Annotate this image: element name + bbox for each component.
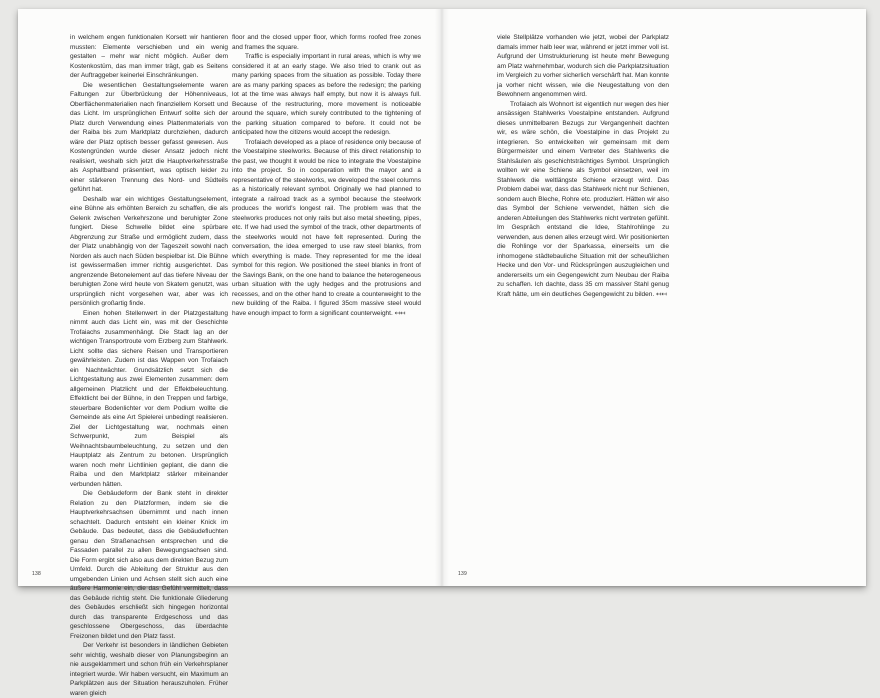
paragraph: Deshalb war ein wichtiges Gestaltungselement, eine Bühne als erhöhten Bereich zu schaffen, die als Gelenk zwischen Verkehrszone und beruhigter Zone fungiert. Diese Schwelle bildet eine spürbare Abgrenzung zur Straße und ermöglicht zudem, dass der Platz unabhängig von der Tageszeit sowohl nach Norden als auch nach Süden bespielbar ist. Die Bühne ist gewissermaßen immer richtig ausgerichtet. Das angrenzende Betonelement auf das tiefere Niveau der beruhigten Zone wird heute von Skatern genutzt, was ursprünglich nicht vorgesehen war, aber was ich persönlich großartig finde. xyxy=(70,195,228,307)
page-fold xyxy=(435,9,449,586)
left-page-german-column xyxy=(70,33,228,698)
paragraph: Die wesentlichen Gestaltungselemente waren Faltungen zur Überbrückung der Höhenniveaus, Oberflächenmaterialien nach finanziellem Korsett und das Licht. Im ursprünglichen Entwurf sollte sich der Platz durch Verwendung eines Plattenmaterials von der Raiba bis zum Marktplatz durchziehen, dadurch wäre der Platz optisch besser gefasst gewesen. Aus Kostengründen wurde dieser Ansatz jedoch nicht realisiert, weshalb sich jetzt die Hauptverkehrsstraße als Asphaltband präsentiert, was optisch leider zu einer stärkeren Trennung des Nord- und Südteils geführt hat. xyxy=(70,81,228,193)
paragraph: viele Stellplätze vorhanden wie jetzt, wobei der Parkplatz damals immer halb leer war, während er jetzt immer voll ist. Aufgrund der Umstrukturierung ist heute mehr Bewegung am Platz wahrnehmbar, wodurch sich die Parkplatzsituation im Vergleich zu vorher sicherlich verschärft hat. Man konnte ja vorher nicht wissen, wie die Neugestaltung von den Bewohnern angenommen wird. xyxy=(497,34,669,98)
paragraph: Trofaiach developed as a place of residence only because of the Voestalpine steelworks. Because of this direct relationship to the past, we thought it would be nice to integrate the Voestalpine into the project. So in cooperation with the mayor and a representative of the steelworks, we developed the steel columns as a historically relevant symbol. Originally we had planned to integrate a railroad track as a symbol because the steelwork produces the world's longest rail. The problem was that the steelworks produces not only rails but also metal sheeting, pipes, etc. If we had used the symbol of the track, other departments of the steelworks would not have felt represented. During the conversation, the idea emerged to use raw steel blanks, from which everything is made. They represented for me the ideal symbol for this region. We positioned the steel blanks in front of the Savings Bank, on the one hand to balance the heterogeneous urban situation with the ugly hedges and the protrusions and recesses, and on the other hand to create a counterweight to the new building of the Raiba. I figured 35cm massive steel would have enough impact to form a significant counterweight. ↤↤ xyxy=(232,138,422,317)
paragraph: Einen hohen Stellenwert in der Platzgestaltung nimmt auch das Licht ein, was mit der Geschichte Trofaiachs zusammenhängt. Die Stadt lag an der wichtigen Transportroute vom Erzberg zum Stahlwerk. Licht sollte das sichere Reisen und Transportieren gewährleisten. Zudem ist das Wappen von Trofaiach ein Nachtwächter. Grundsätzlich setzt sich die Lichtgestaltung aus zwei Elementen zusammen: dem allgemeinen Platzlicht und der Effektbeleuchtung. Effektlicht bei der Bühne, in den Treppen und farbige, steuerbare Bodenlichter vor dem Podium wollte die Gemeinde als eine Art Spielerei unbedingt realisieren. Ziel der Lichtgestaltung war, nochmals einen Schwerpunkt, zum Beispiel als Weihnachtsbaumbeleuchtung, zu setzen und den Hauptplatz als Zentrum zu betonen. Ursprünglich waren noch mehr Lichtlinien geplant, die dann die Raiba und den Marktplatz stärker miteinander verbunden hätten. xyxy=(70,309,228,488)
paragraph: in welchem engen funktionalen Korsett wir hantieren mussten: Elemente verschieben und ein wenig gestalten – mehr war nicht möglich. Außer dem Kostenkostüm, das man immer trägt, gab es Seitens der Auftraggeber keinerlei Einschränkungen. xyxy=(70,34,228,79)
paragraph: Trofaiach als Wohnort ist eigentlich nur wegen des hier ansässigen Stahlwerks Voestalpine entstanden. Aufgrund dieses unmittelbaren Bezugs zur Vergangenheit dachten wir, es wäre schön, die Voestalpine in das Projekt zu integrieren. So entwickelten wir gemeinsam mit dem Bürgermeister und einem Vertreter des Stahlwerks die Stahlsäulen als geschichtsträchtiges Symbol. Ursprünglich wollten wir eine Schiene als Symbol einsetzen, weil im Stahlwerk die weltlängste Schiene erzeugt wird. Das Problem dabei war, dass das Stahlwerk nicht nur Schienen, sondern auch Bleche, Rohre etc. produziert. Hätten wir also das Symbol der Schiene verwendet, hätten sich die anderen Abteilungen des Stahlwerks nicht vertreten gefühlt. Im Gespräch entstand die Idee, Stahlrohlinge zu verwenden, aus denen alles erzeugt wird. Wir positionierten die Rohlinge vor der Sparkassa, einerseits um die inhomogene städtebauliche Situation mit der scheußlichen Hecke und den Vor- und Rücksprüngen auszugleichen und andererseits um ein Gegengewicht zum Neubau der Raiba zu schaffen. Ich dachte, dass 35 cm massiver Stahl genug Kraft hätte, um ein deutliches Gegengewicht zu bilden. ↤↤ xyxy=(497,100,669,298)
left-page-number: 138 xyxy=(32,571,41,577)
right-page-german-column xyxy=(497,33,669,299)
right-page-number: 139 xyxy=(458,571,467,577)
paragraph: Der Verkehr ist besonders in ländlichen Gebieten sehr wichtig, weshalb dieser von Planungsbeginn an nie ausgeklammert und schon früh ein Verkehrsplaner integriert wurde. Wir haben versucht, ein Maximum an Parkplätzen aus der Situation herauszuholen. Früher waren gleich xyxy=(70,642,228,697)
paragraph: floor and the closed upper floor, which forms roofed free zones and frames the square. xyxy=(232,34,421,51)
book-spread xyxy=(18,9,866,697)
paragraph: Traffic is especially important in rural areas, which is why we considered it at an early stage. We also tried to crank out as many parking spaces from the situation as possible. Today there are as many parking spaces as before the redesign; the parking lot at the time was always half empty, but now it is always full. Because of the restructuring, more movement is noticeable around the square, which surely contributed to the tightening of the parking situation compared to before. It could not be anticipated how the citizens would accept the redesign. xyxy=(232,53,421,136)
paragraph: Die Gebäudeform der Bank steht in direkter Relation zu den Platzformen, indem sie die Hauptverkehrsachsen übernimmt und nach innen schachtelt. Dadurch entsteht ein kleiner Knick im Gebäude. Das bedeutet, dass die Gebäudefluchten genau den Straßenachsen entsprechen und die Fassaden parallel zu allen Bewegungsachsen sind. Die Form ergibt sich also aus dem direkten Bezug zum Umfeld. Durch die Ableitung der Struktur aus den umgebenden Linien und Achsen stellt sich auch eine äußere Harmonie ein, die das Gefühl vermittelt, dass das Gebäude richtig steht. Die funktionale Gliederung des Gebäudes erschließt sich hingegen horizontal durch das transparente Erdgeschoss und das geschlossene Obergeschoss, das überdachte Freizonen bildet und den Platz fasst. xyxy=(70,490,228,640)
left-page-english-column xyxy=(232,33,421,318)
